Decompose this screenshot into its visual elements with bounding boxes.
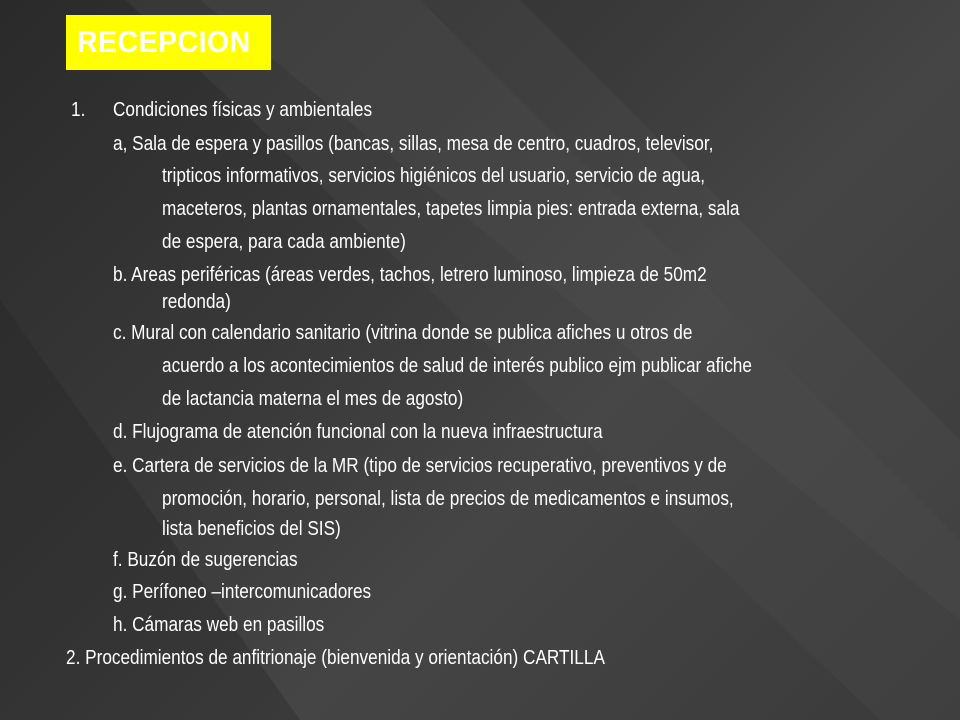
item-1-number: 1. [71, 99, 86, 121]
sub-d: d. Flujograma de atención funcional con la nueva infraestructura [113, 421, 603, 443]
sub-g: g. Perífoneo –intercomunicadores [113, 581, 372, 603]
sub-e-line-2: promoción, horario, personal, lista de precios de medicamentos e insumos, [162, 488, 734, 510]
sub-b-line-1: b. Areas periféricas (áreas verdes, tachos, letrero luminoso, limpieza de 50m2 [113, 264, 707, 286]
item-2: 2. Procedimientos de anfitrionaje (bienvenida y orientación) CARTILLA [66, 647, 605, 669]
sub-e-line-1: e. Cartera de servicios de la MR (tipo de servicios recuperativo, preventivos y de [113, 455, 727, 477]
sub-a-line-1: a, Sala de espera y pasillos (bancas, sillas, mesa de centro, cuadros, televisor, [113, 133, 714, 155]
sub-c-line-1: c. Mural con calendario sanitario (vitrina donde se publica afiches u otros de [113, 322, 693, 344]
sub-a-line-4: de espera, para cada ambiente) [162, 231, 406, 253]
sub-a-line-2: tripticos informativos, servicios higiénicos del usuario, servicio de agua, [162, 165, 706, 187]
sub-b-line-2: redonda) [162, 291, 231, 313]
sub-f: f. Buzón de sugerencias [113, 549, 298, 571]
sub-c-line-3: de lactancia materna el mes de agosto) [162, 388, 464, 410]
sub-c-line-2: acuerdo a los acontecimientos de salud de interés publico ejm publicar afiche [162, 355, 752, 377]
sub-e-line-3: lista beneficios del SIS) [162, 518, 341, 540]
item-1-heading: Condiciones físicas y ambientales [113, 99, 373, 121]
sub-a-line-3: maceteros, plantas ornamentales, tapetes limpia pies: entrada externa, sala [162, 198, 740, 220]
sub-h: h. Cámaras web en pasillos [113, 614, 325, 636]
slide-title: RECEPCION [77, 24, 251, 59]
